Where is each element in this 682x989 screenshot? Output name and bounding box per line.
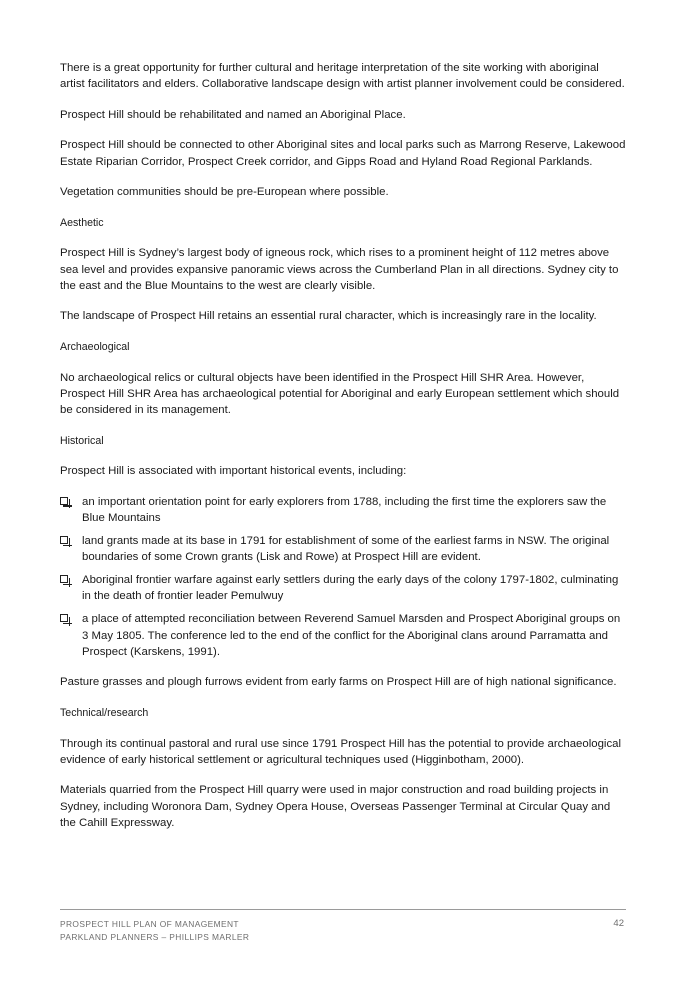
checkbox-bullet-icon [60, 614, 68, 622]
paragraph: Materials quarried from the Prospect Hill quarry were used in major construction and road building projects in Sydney, including Woronora Dam, Sydney Opera House, Overseas Passenger Terminal at Circular Quay and the Cahill Expressway. [60, 784, 611, 829]
list-item-text: an important orientation point for early explorers from 1788, including the first time the explorers saw the Blue Mountains [82, 495, 607, 524]
paragraph: Pasture grasses and plough furrows evident from early farms on Prospect Hill are of high national significance. [60, 676, 617, 689]
paragraph: There is a great opportunity for further cultural and heritage interpretation of the site working with aboriginal artist facilitators and elders. Collaborative landscape design with artist planner involvement could be considered. [60, 62, 625, 91]
list-item-text: a place of attempted reconciliation between Reverend Samuel Marsden and Prospect Aboriginal groups on 3 May 1805. The conference led to the end of the conflict for the Aboriginal clans around Parramatta and Prospect (Karskens, 1991). [82, 613, 621, 658]
section-heading-archaeological: Archaeological [60, 340, 130, 353]
list-item-text: land grants made at its base in 1791 for establishment of some of the earliest farms in NSW. The original boundaries of some Crown grants (Lisk and Rowe) at Prospect Hill are evident. [82, 534, 610, 564]
paragraph: The landscape of Prospect Hill retains an essential rural character, which is increasingly rare in the locality. [60, 310, 597, 323]
section-heading-historical: Historical [60, 434, 104, 447]
paragraph: No archaeological relics or cultural objects have been identified in the Prospect Hill SHR Area. However, Prospect Hill SHR Area has archaeological potential for Aboriginal and early European settlement which should be considered in its management. [60, 371, 620, 416]
checkbox-bullet-icon [60, 497, 68, 505]
paragraph: Prospect Hill should be connected to other Aboriginal sites and local parks such as Marrong Reserve, Lakewood Estate Riparian Corridor, Prospect Creek corridor, and Gipps Road and Hyland Road Regional Parklands. [60, 139, 626, 168]
list-item [60, 533, 626, 565]
list-item [60, 611, 626, 660]
list-item-text: Aboriginal frontier warfare against early settlers during the early days of the colony 1797-1802, culminating in the death of frontier leader Pemulwuy [82, 574, 619, 603]
checkbox-bullet-icon [60, 575, 68, 583]
paragraph: Prospect Hill should be rehabilitated and named an Aboriginal Place. [60, 108, 406, 121]
checkbox-bullet-icon [60, 536, 68, 544]
footer-document-title: PROSPECT HILL PLAN OF MANAGEMENT [60, 919, 239, 929]
footer-authors: PARKLAND PLANNERS – PHILLIPS MARLER [60, 931, 250, 942]
paragraph: Through its continual pastoral and rural use since 1791 Prospect Hill has the potential to provide archaeological evidence of early historical settlement or agricultural techniques used (Higginbotham, 2000). [60, 737, 622, 766]
section-heading-aesthetic: Aesthetic [60, 216, 104, 229]
list-item [60, 494, 626, 526]
paragraph: Prospect Hill is associated with important historical events, including: [60, 465, 407, 478]
page-footer [60, 909, 626, 943]
list-item [60, 572, 626, 604]
historical-events-list [60, 494, 626, 660]
page-content [60, 60, 626, 845]
paragraph: Vegetation communities should be pre-European where possible. [60, 186, 389, 199]
section-heading-technical: Technical/research [60, 706, 149, 719]
paragraph: Prospect Hill is Sydney’s largest body of igneous rock, which rises to a prominent height of 112 metres above sea level and provides expansive panoramic views across the Cumberland Plan in all directions. Sydney city to the east and the Blue Mountains to the west are clearly visible. [60, 247, 619, 292]
page-number: 42 [613, 918, 624, 929]
